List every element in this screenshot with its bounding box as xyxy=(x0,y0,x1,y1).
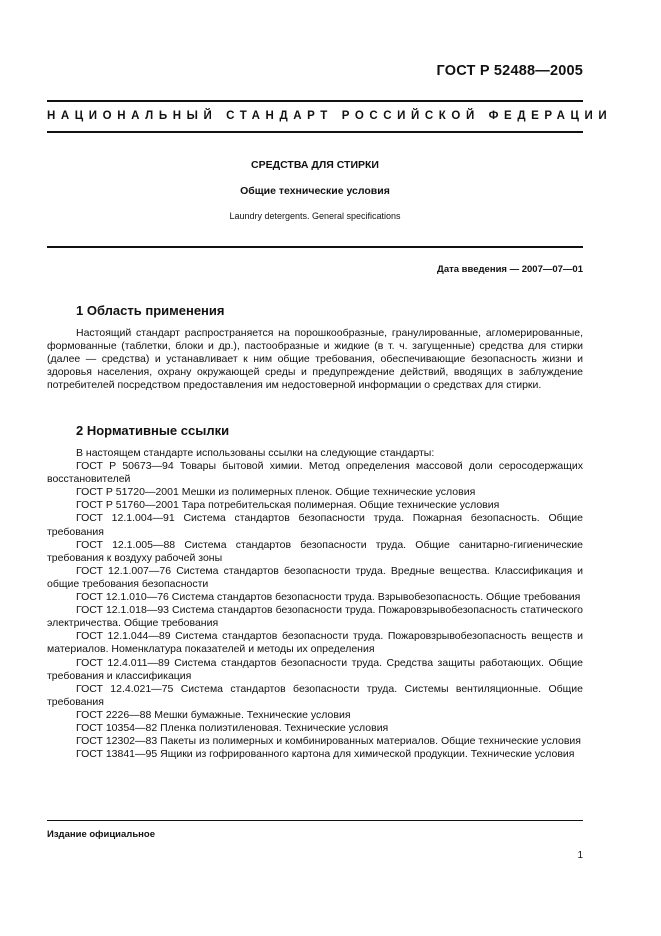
reference-item: ГОСТ 12.4.021—75 Система стандартов безопасности труда. Системы вентиляционные. Общие требования xyxy=(47,682,583,708)
reference-item: ГОСТ 12.1.010—76 Система стандартов безопасности труда. Взрывобезопасность. Общие требования xyxy=(76,591,581,604)
header-rule xyxy=(47,100,583,102)
official-edition-label: Издание официальное xyxy=(47,829,155,840)
document-code: ГОСТ Р 52488—2005 xyxy=(436,63,583,79)
reference-item: ГОСТ 12.1.005—88 Система стандартов безопасности труда. Общие санитарно-гигиенические требования к воздуху рабочей зоны xyxy=(47,538,583,564)
reference-item: ГОСТ 12.4.011—89 Система стандартов безопасности труда. Средства защиты работающих. Общие требования и классификация xyxy=(47,656,583,682)
reference-item: ГОСТ Р 51720—2001 Мешки из полимерных пленок. Общие технические условия xyxy=(76,486,476,499)
reference-item: ГОСТ 12.1.018—93 Система стандартов безопасности труда. Пожаровзрывобезопасность статического электричества. Общие требования xyxy=(47,604,583,630)
normative-references-list xyxy=(47,447,583,761)
title-rule xyxy=(47,131,583,133)
page-number: 1 xyxy=(577,850,583,861)
references-intro: В настоящем стандарте использованы ссылки на следующие стандарты: xyxy=(76,447,435,459)
standard-title-english: Laundry detergents. General specifications xyxy=(229,211,401,221)
intro-rule xyxy=(47,246,583,248)
reference-item: ГОСТ Р 50673—94 Товары бытовой химии. Метод определения массовой доли серосодержащих восстановителей xyxy=(47,460,583,486)
section-2-heading: 2 Нормативные ссылки xyxy=(76,423,230,438)
footer-rule xyxy=(47,820,583,821)
reference-item: ГОСТ 12302—83 Пакеты из полимерных и комбинированных материалов. Общие технические условия xyxy=(76,735,581,748)
standard-title: СРЕДСТВА ДЛЯ СТИРКИ xyxy=(251,159,379,171)
reference-item: ГОСТ 12.1.007—76 Система стандартов безопасности труда. Вредные вещества. Классификация и общие требования безопасности xyxy=(47,564,583,590)
reference-item: ГОСТ 2226—88 Мешки бумажные. Технические условия xyxy=(76,708,351,721)
introduction-date: Дата введения — 2007—07—01 xyxy=(437,264,583,275)
reference-item: ГОСТ 10354—82 Пленка полиэтиленовая. Технические условия xyxy=(76,721,389,734)
reference-item: ГОСТ 13841—95 Ящики из гофрированного картона для химической продукции. Технические условия xyxy=(76,748,575,761)
national-standard-title: НАЦИОНАЛЬНЫЙ СТАНДАРТ РОССИЙСКОЙ ФЕДЕРАЦИИ xyxy=(47,110,613,122)
reference-item: ГОСТ 12.1.004—91 Система стандартов безопасности труда. Пожарная безопасность. Общие требования xyxy=(47,512,583,538)
section-1-text: Настоящий стандарт распространяется на порошкообразные, гранулированные, агломерированные, формованные (таблетки, блоки и др.), пастообразные и жидкие (в т. ч. загущенные) средства для стирки (далее — средства) и устанавливает к ним общие требования, обеспечивающие безопасность жизни и здоровья населения, охрану окружающей среды и предупреждение действий, вводящих в заблуждение потребителей посредством предоставления им недостоверной информации о средствах для стирки. xyxy=(47,327,583,392)
reference-item: ГОСТ Р 51760—2001 Тара потребительская полимерная. Общие технические условия xyxy=(76,499,500,512)
reference-item: ГОСТ 12.1.044—89 Система стандартов безопасности труда. Пожаровзрывобезопасность веществ и материалов. Номенклатура показателей и методы их определения xyxy=(47,630,583,656)
section-1-heading: 1 Область применения xyxy=(76,303,225,318)
standard-subtitle: Общие технические условия xyxy=(240,185,390,197)
